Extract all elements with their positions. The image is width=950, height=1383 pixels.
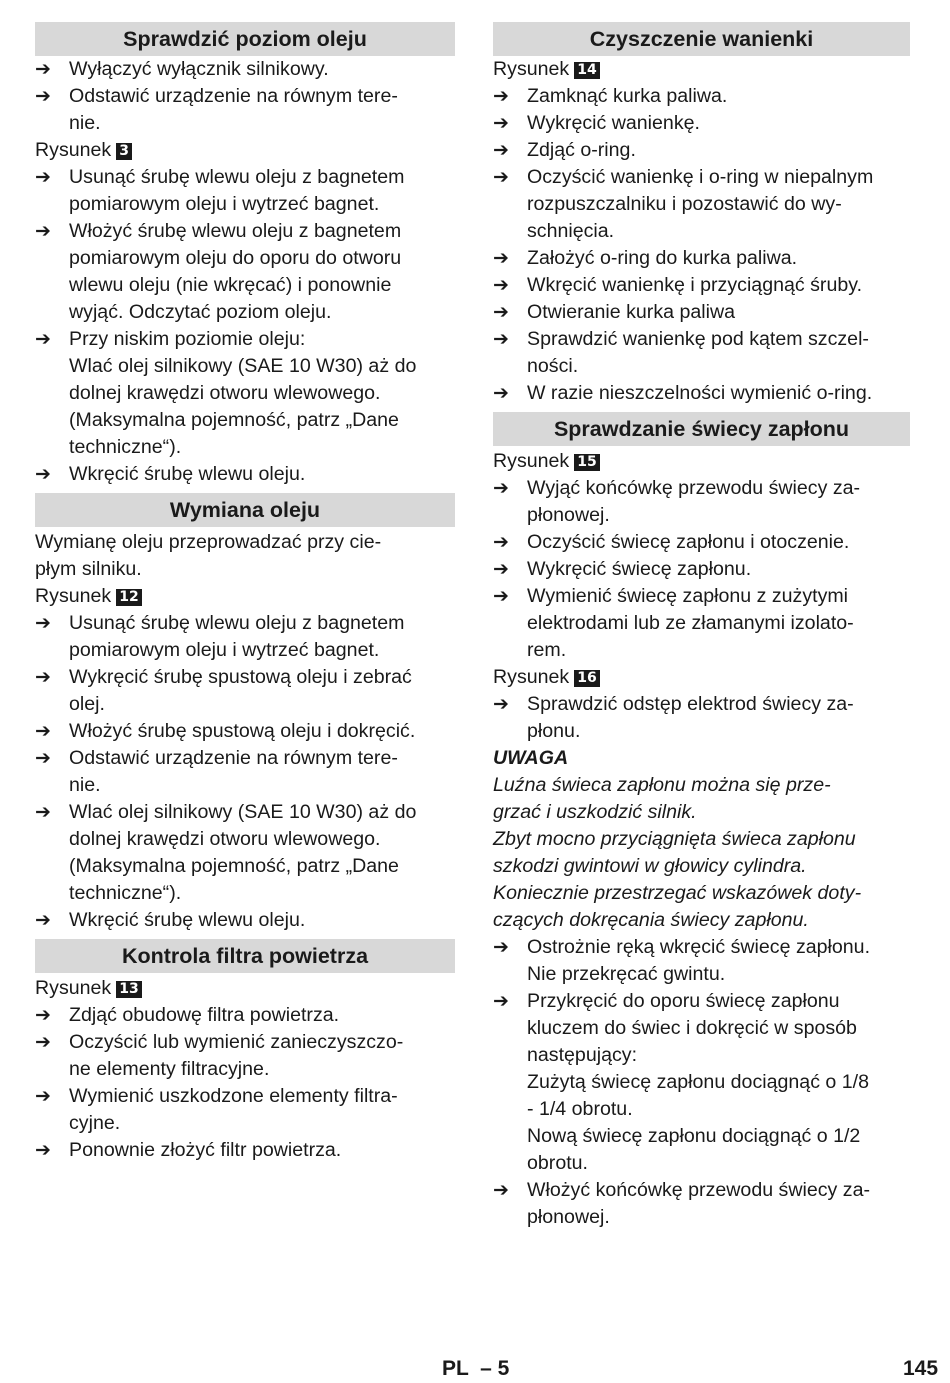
instruction-step xyxy=(493,556,910,583)
step-text xyxy=(527,583,910,664)
step-line: płonowej. xyxy=(527,504,610,526)
instruction-step xyxy=(35,164,455,218)
step-line: Odstawić urządzenie na równym tere- xyxy=(69,85,398,107)
arrow-right-icon: ➔ xyxy=(493,937,509,958)
step-line: Sprawdzić wanienkę pod kątem szczel- xyxy=(527,328,869,350)
step-line: Ostrożnie ręką wkręcić świecę zapłonu. xyxy=(527,936,871,958)
step-text xyxy=(69,1002,455,1029)
figure-number-badge: 12 xyxy=(116,589,141,606)
step-text xyxy=(69,164,455,218)
step-list xyxy=(493,475,910,664)
step-line: Przykręcić do oporu świecę zapłonu xyxy=(527,990,840,1012)
arrow-right-icon: ➔ xyxy=(35,802,51,823)
step-line: Wykręcić wanienkę. xyxy=(527,112,700,134)
step-line: pomiarowym oleju i wytrzeć bagnet. xyxy=(69,639,380,661)
instruction-step xyxy=(35,907,455,934)
step-line: Wymienić uszkodzone elementy filtra- xyxy=(69,1085,398,1107)
step-line: nie. xyxy=(69,774,101,796)
instruction-step xyxy=(35,610,455,664)
instruction-step xyxy=(35,799,455,907)
arrow-right-icon: ➔ xyxy=(35,167,51,188)
step-line: Wkręcić śrubę wlewu oleju. xyxy=(69,463,306,485)
figure-reference: Rysunek 16 xyxy=(493,664,910,691)
step-line: Włożyć końcówkę przewodu świecy za- xyxy=(527,1179,871,1201)
arrow-right-icon: ➔ xyxy=(493,140,509,161)
step-line: Ponownie złożyć filtr powietrza. xyxy=(69,1139,342,1161)
arrow-right-icon: ➔ xyxy=(35,221,51,242)
section-heading: Czyszczenie wanienki xyxy=(493,22,910,56)
section-air-filter xyxy=(35,939,455,1164)
paragraph-line: Koniecznie przestrzegać wskazówek doty- xyxy=(493,882,862,904)
step-line: Przy niskim poziomie oleju: xyxy=(69,328,306,350)
instruction-step xyxy=(493,326,910,380)
step-line: ności. xyxy=(527,355,579,377)
instruction-step xyxy=(493,934,910,988)
step-line: wlewu oleju (nie wkręcać) i ponownie xyxy=(69,274,392,296)
step-line: W razie nieszczelności wymienić o-ring. xyxy=(527,382,873,404)
step-line: kluczem do świec i dokręcić w sposób xyxy=(527,1017,857,1039)
section-oil-change xyxy=(35,493,455,934)
step-text xyxy=(527,110,910,137)
instruction-step xyxy=(35,1002,455,1029)
instruction-step xyxy=(35,83,455,137)
footer-language-code: PL – 5 xyxy=(442,1357,510,1380)
figure-number-badge: 15 xyxy=(574,454,599,471)
page-number: 145 xyxy=(903,1357,939,1380)
step-list xyxy=(493,934,910,1231)
figure-number-badge: 13 xyxy=(116,981,141,998)
step-list xyxy=(35,164,455,488)
step-text xyxy=(69,718,455,745)
step-line: Otwieranie kurka paliwa xyxy=(527,301,736,323)
instruction-step xyxy=(493,583,910,664)
arrow-right-icon: ➔ xyxy=(493,302,509,323)
arrow-right-icon: ➔ xyxy=(493,694,509,715)
figure-number-badge: 16 xyxy=(574,670,599,687)
step-line: Nie przekręcać gwintu. xyxy=(527,963,726,985)
arrow-right-icon: ➔ xyxy=(35,1032,51,1053)
instruction-step xyxy=(493,164,910,245)
step-text xyxy=(527,245,910,272)
step-list xyxy=(493,691,910,745)
step-line: Zdjąć o-ring. xyxy=(527,139,636,161)
warning-title: UWAGA xyxy=(493,747,569,769)
step-line: (Maksymalna pojemność, patrz „Dane xyxy=(69,855,399,877)
step-line: wyjąć. Odczytać poziom oleju. xyxy=(69,301,332,323)
arrow-right-icon: ➔ xyxy=(35,667,51,688)
section-oil-level xyxy=(35,22,455,488)
step-text xyxy=(69,664,455,718)
step-line: schnięcia. xyxy=(527,220,615,242)
step-line: cyjne. xyxy=(69,1112,121,1134)
step-line: Zamknąć kurka paliwa. xyxy=(527,85,728,107)
step-text xyxy=(527,137,910,164)
left-column xyxy=(35,22,455,1164)
instruction-step xyxy=(35,218,455,326)
step-text xyxy=(527,691,910,745)
step-text xyxy=(69,1029,455,1083)
paragraph xyxy=(35,529,455,583)
step-line: Usunąć śrubę wlewu oleju z bagnetem xyxy=(69,166,405,188)
step-text xyxy=(69,56,455,83)
instruction-step xyxy=(493,83,910,110)
step-text xyxy=(527,272,910,299)
instruction-step xyxy=(35,56,455,83)
arrow-right-icon: ➔ xyxy=(493,991,509,1012)
step-line: płonu. xyxy=(527,720,581,742)
step-text xyxy=(527,988,910,1177)
figure-reference: Rysunek 12 xyxy=(35,583,455,610)
section-heading: Sprawdzić poziom oleju xyxy=(35,22,455,56)
figure-reference: Rysunek 14 xyxy=(493,56,910,83)
step-text xyxy=(69,907,455,934)
arrow-right-icon: ➔ xyxy=(35,329,51,350)
section-bowl-cleaning xyxy=(493,22,910,407)
step-list xyxy=(35,610,455,934)
arrow-right-icon: ➔ xyxy=(35,1140,51,1161)
arrow-right-icon: ➔ xyxy=(493,275,509,296)
step-text xyxy=(69,1137,455,1164)
instruction-step xyxy=(493,691,910,745)
step-list xyxy=(35,56,455,137)
step-text xyxy=(527,380,910,407)
arrow-right-icon: ➔ xyxy=(35,721,51,742)
warning-text xyxy=(493,772,910,934)
step-text xyxy=(527,326,910,380)
instruction-step xyxy=(493,110,910,137)
section-spark-plug xyxy=(493,412,910,1231)
step-line: techniczne“). xyxy=(69,436,182,458)
step-text xyxy=(527,164,910,245)
step-text xyxy=(69,326,455,461)
instruction-step xyxy=(493,245,910,272)
instruction-step xyxy=(35,664,455,718)
step-line: następujący: xyxy=(527,1044,638,1066)
arrow-right-icon: ➔ xyxy=(35,464,51,485)
instruction-step xyxy=(493,380,910,407)
step-line: rem. xyxy=(527,639,567,661)
arrow-right-icon: ➔ xyxy=(35,910,51,931)
paragraph-line: grzać i uszkodzić silnik. xyxy=(493,801,697,823)
step-line: Wykręcić śrubę spustową oleju i zebrać xyxy=(69,666,412,688)
arrow-right-icon: ➔ xyxy=(493,559,509,580)
step-line: Wymienić świecę zapłonu z zużytymi xyxy=(527,585,849,607)
step-text xyxy=(69,83,455,137)
arrow-right-icon: ➔ xyxy=(35,1005,51,1026)
arrow-right-icon: ➔ xyxy=(493,113,509,134)
instruction-step xyxy=(493,272,910,299)
paragraph-line: Zbyt mocno przyciągnięta świeca zapłonu xyxy=(493,828,856,850)
figure-reference: Rysunek 3 xyxy=(35,137,455,164)
instruction-step xyxy=(35,1083,455,1137)
section-heading: Sprawdzanie świecy zapłonu xyxy=(493,412,910,446)
step-line: Wlać olej silnikowy (SAE 10 W30) aż do xyxy=(69,355,417,377)
step-text xyxy=(69,1083,455,1137)
section-heading: Kontrola filtra powietrza xyxy=(35,939,455,973)
arrow-right-icon: ➔ xyxy=(493,1180,509,1201)
instruction-step xyxy=(493,988,910,1177)
step-text xyxy=(69,218,455,326)
step-text xyxy=(527,529,910,556)
arrow-right-icon: ➔ xyxy=(493,86,509,107)
step-line: dolnej krawędzi otworu wlewowego. xyxy=(69,828,381,850)
step-line: Wyjąć końcówkę przewodu świecy za- xyxy=(527,477,861,499)
arrow-right-icon: ➔ xyxy=(35,1086,51,1107)
step-text xyxy=(69,745,455,799)
instruction-step xyxy=(35,745,455,799)
arrow-right-icon: ➔ xyxy=(493,248,509,269)
step-line: Włożyć śrubę wlewu oleju z bagnetem xyxy=(69,220,402,242)
paragraph-line: szkodzi gwintowi w głowicy cylindra. xyxy=(493,855,807,877)
step-text xyxy=(527,83,910,110)
arrow-right-icon: ➔ xyxy=(493,532,509,553)
step-line: ne elementy filtracyjne. xyxy=(69,1058,270,1080)
step-line: olej. xyxy=(69,693,105,715)
step-text xyxy=(69,799,455,907)
right-column xyxy=(493,22,910,1231)
step-line: Wkręcić wanienkę i przyciągnąć śruby. xyxy=(527,274,863,296)
step-line: Sprawdzić odstęp elektrod świecy za- xyxy=(527,693,854,715)
paragraph-line: płym silniku. xyxy=(35,558,142,580)
arrow-right-icon: ➔ xyxy=(35,613,51,634)
instruction-step xyxy=(493,475,910,529)
step-line: techniczne“). xyxy=(69,882,182,904)
figure-reference: Rysunek 15 xyxy=(493,448,910,475)
step-line: Oczyścić wanienkę i o-ring w niepalnym xyxy=(527,166,874,188)
arrow-right-icon: ➔ xyxy=(493,167,509,188)
step-line: Nową świecę zapłonu dociągnąć o 1/2 xyxy=(527,1125,861,1147)
step-text xyxy=(527,1177,910,1231)
figure-number-badge: 3 xyxy=(116,143,132,160)
instruction-step xyxy=(493,299,910,326)
step-line: Wyłączyć wyłącznik silnikowy. xyxy=(69,58,329,80)
arrow-right-icon: ➔ xyxy=(35,748,51,769)
paragraph-line: Luźna świeca zapłonu można się prze- xyxy=(493,774,831,796)
step-text xyxy=(527,299,910,326)
paragraph-line: Wymianę oleju przeprowadzać przy cie- xyxy=(35,531,382,553)
step-text xyxy=(527,475,910,529)
step-line: pomiarowym oleju do oporu do otworu xyxy=(69,247,402,269)
arrow-right-icon: ➔ xyxy=(493,329,509,350)
step-line: Wykręcić świecę zapłonu. xyxy=(527,558,752,580)
figure-reference: Rysunek 13 xyxy=(35,975,455,1002)
step-line: dolnej krawędzi otworu wlewowego. xyxy=(69,382,381,404)
step-line: Oczyścić świecę zapłonu i otoczenie. xyxy=(527,531,850,553)
step-line: Usunąć śrubę wlewu oleju z bagnetem xyxy=(69,612,405,634)
step-line: pomiarowym oleju i wytrzeć bagnet. xyxy=(69,193,380,215)
instruction-step xyxy=(493,1177,910,1231)
step-line: Odstawić urządzenie na równym tere- xyxy=(69,747,398,769)
step-list xyxy=(35,1002,455,1164)
step-line: Zdjąć obudowę filtra powietrza. xyxy=(69,1004,340,1026)
step-line: obrotu. xyxy=(527,1152,589,1174)
step-line: Założyć o-ring do kurka paliwa. xyxy=(527,247,798,269)
step-line: rozpuszczalniku i pozostawić do wy- xyxy=(527,193,842,215)
step-text xyxy=(527,556,910,583)
instruction-step xyxy=(35,718,455,745)
instruction-step xyxy=(35,1137,455,1164)
arrow-right-icon: ➔ xyxy=(35,59,51,80)
step-line: Zużytą świecę zapłonu dociągnąć o 1/8 xyxy=(527,1071,870,1093)
step-line: Oczyścić lub wymienić zanieczyszczo- xyxy=(69,1031,404,1053)
section-heading: Wymiana oleju xyxy=(35,493,455,527)
step-line: Wkręcić śrubę wlewu oleju. xyxy=(69,909,306,931)
arrow-right-icon: ➔ xyxy=(35,86,51,107)
step-line: płonowej. xyxy=(527,1206,610,1228)
step-line: Włożyć śrubę spustową oleju i dokręcić. xyxy=(69,720,416,742)
step-line: - 1/4 obrotu. xyxy=(527,1098,633,1120)
instruction-step xyxy=(493,137,910,164)
arrow-right-icon: ➔ xyxy=(493,586,509,607)
paragraph-line: czących dokręcania świecy zapłonu. xyxy=(493,909,809,931)
instruction-step xyxy=(493,529,910,556)
figure-number-badge: 14 xyxy=(574,62,599,79)
instruction-step xyxy=(35,461,455,488)
step-list xyxy=(493,83,910,407)
step-line: elektrodami lub ze złamanymi izolato- xyxy=(527,612,854,634)
step-text xyxy=(69,610,455,664)
step-text xyxy=(69,461,455,488)
arrow-right-icon: ➔ xyxy=(493,478,509,499)
instruction-step xyxy=(35,326,455,461)
instruction-step xyxy=(35,1029,455,1083)
step-line: Wlać olej silnikowy (SAE 10 W30) aż do xyxy=(69,801,417,823)
arrow-right-icon: ➔ xyxy=(493,383,509,404)
step-line: (Maksymalna pojemność, patrz „Dane xyxy=(69,409,399,431)
step-text xyxy=(527,934,910,988)
step-line: nie. xyxy=(69,112,101,134)
